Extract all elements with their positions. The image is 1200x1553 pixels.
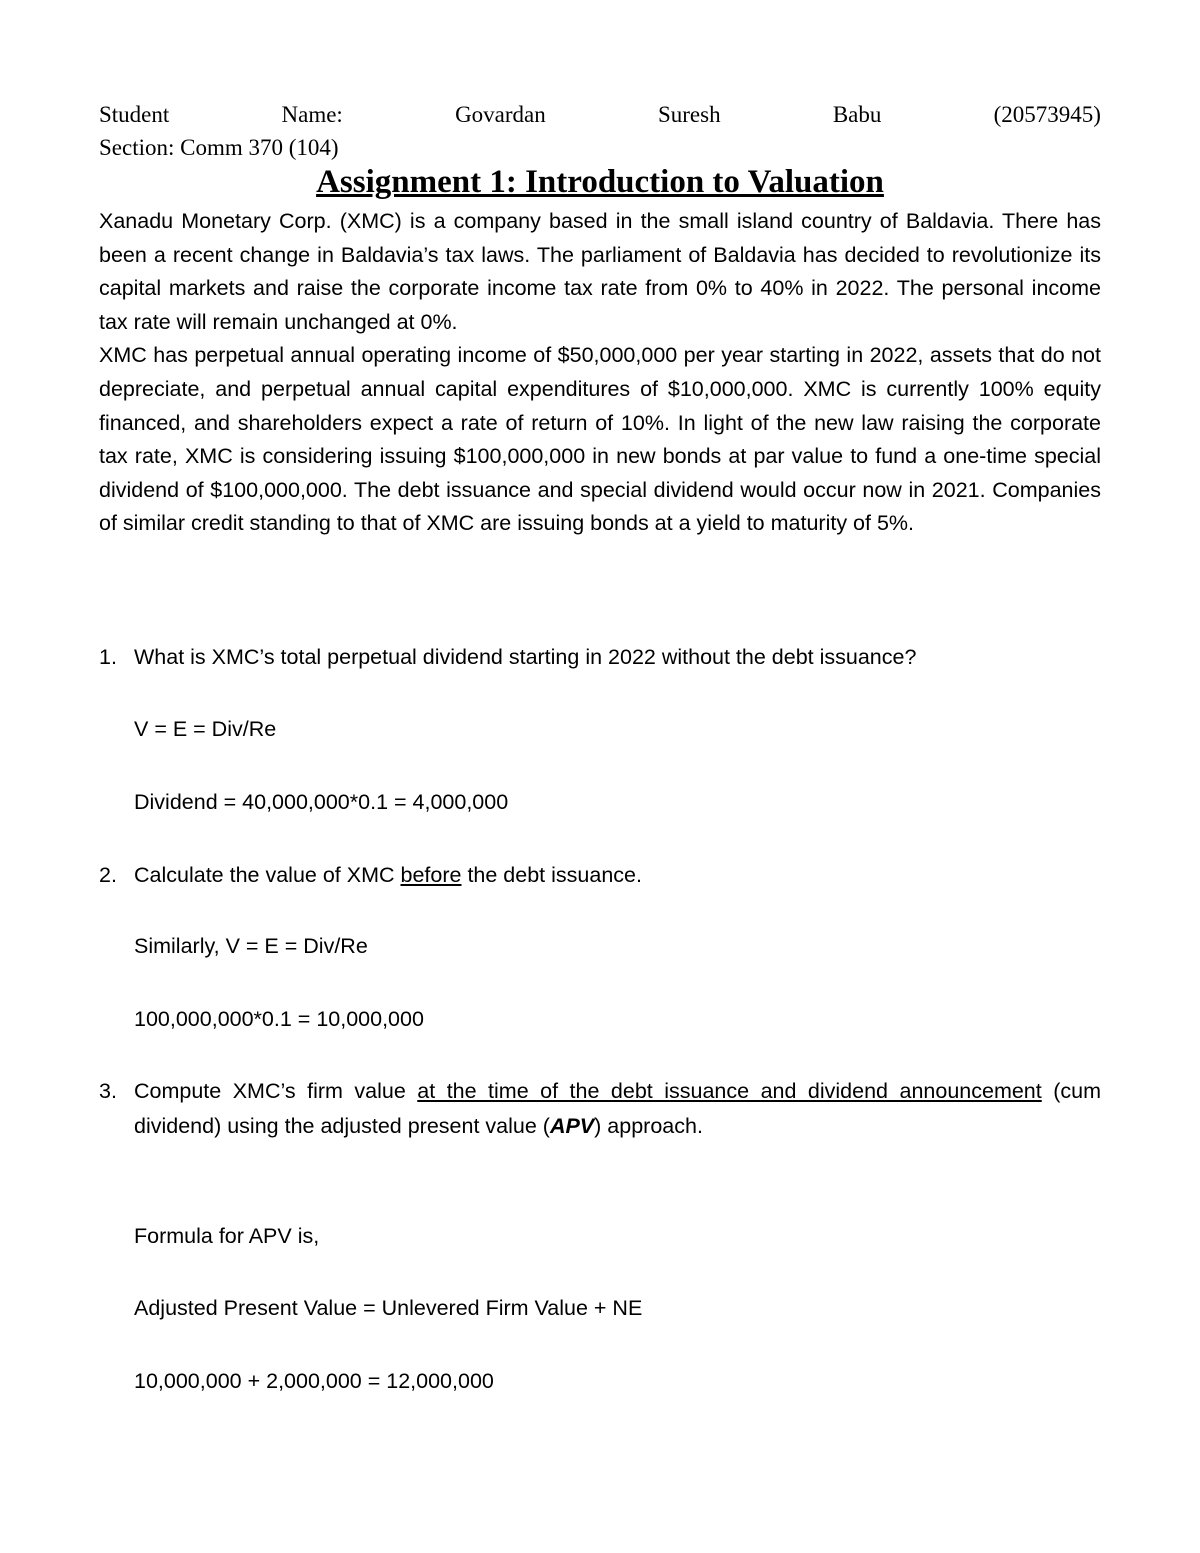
question-text-part: the debt issuance.: [461, 863, 642, 887]
page-title: Assignment 1: Introduction to Valuation: [316, 164, 884, 200]
question-number: 1.: [99, 645, 117, 669]
answer-line: V = E = Div/Re: [134, 717, 277, 741]
question-text: [134, 858, 1101, 893]
middle-name: Suresh: [657, 102, 721, 127]
intro-paragraph: XMC has perpetual annual operating income of $50,000,000 per year starting in 2022, assets that do not depreciate, and perpetual annual capital expenditures of $10,000,000. XMC is currently 100% equity financed, and shareholders expect a rate of return of 10%. In light of the new law raising the corporate tax rate, XMC is considering issuing $100,000,000 in new bonds at par value to fund a one-time special dividend of $100,000,000. The debt issuance and special dividend would occur now in 2021. Companies of similar credit standing to that of XMC are issuing bonds at a yield to maturity of 5%.: [99, 343, 1101, 536]
answer-line: Formula for APV is,: [134, 1224, 320, 1248]
question-1: [99, 640, 1101, 675]
question-text-part: Calculate the value of XMC: [134, 863, 401, 887]
underlined-text: before: [400, 863, 462, 887]
question-text-part: ) approach.: [594, 1114, 703, 1138]
intro-text: [99, 205, 1101, 541]
student-name-line: [99, 102, 1101, 128]
last-name: Babu: [832, 102, 882, 127]
answer-line: Dividend = 40,000,000*0.1 = 4,000,000: [134, 790, 509, 814]
name-label: Name:: [281, 102, 343, 127]
first-name: Govardan: [455, 102, 546, 127]
question-3: [99, 1074, 1101, 1144]
question-text: What is XMC’s total perpetual dividend starting in 2022 without the debt issuance?: [134, 645, 917, 669]
apv-term: APV: [549, 1114, 595, 1138]
question-number: 2.: [99, 863, 117, 887]
answer-line: 100,000,000*0.1 = 10,000,000: [134, 1007, 424, 1031]
answer-line: Similarly, V = E = Div/Re: [134, 934, 368, 958]
question-text: [134, 1074, 1101, 1144]
answer-line: 10,000,000 + 2,000,000 = 12,000,000: [134, 1369, 494, 1393]
question-text-part: Compute XMC’s firm value: [134, 1079, 418, 1103]
intro-paragraph: Xanadu Monetary Corp. (XMC) is a company based in the small island country of Baldavia. There has been a recent change in Baldavia’s tax laws. The parliament of Baldavia has decided to revolutionize its capital markets and raise the corporate income tax rate from 0% to 40% in 2022. The personal income tax rate will remain unchanged at 0%.: [99, 209, 1101, 334]
underlined-text: at the time of the debt issuance and dividend announcement: [417, 1079, 1042, 1103]
question-text-part: (cum dividend) using the adjusted present value (: [134, 1079, 1102, 1138]
question-2: [99, 858, 1101, 893]
section-line: Section: Comm 370 (104): [99, 135, 339, 160]
student-id: (20573945): [993, 102, 1101, 127]
student-label: Student: [99, 102, 170, 127]
answer-line: Adjusted Present Value = Unlevered Firm Value + NE: [134, 1296, 643, 1320]
question-number: 3.: [99, 1079, 117, 1103]
